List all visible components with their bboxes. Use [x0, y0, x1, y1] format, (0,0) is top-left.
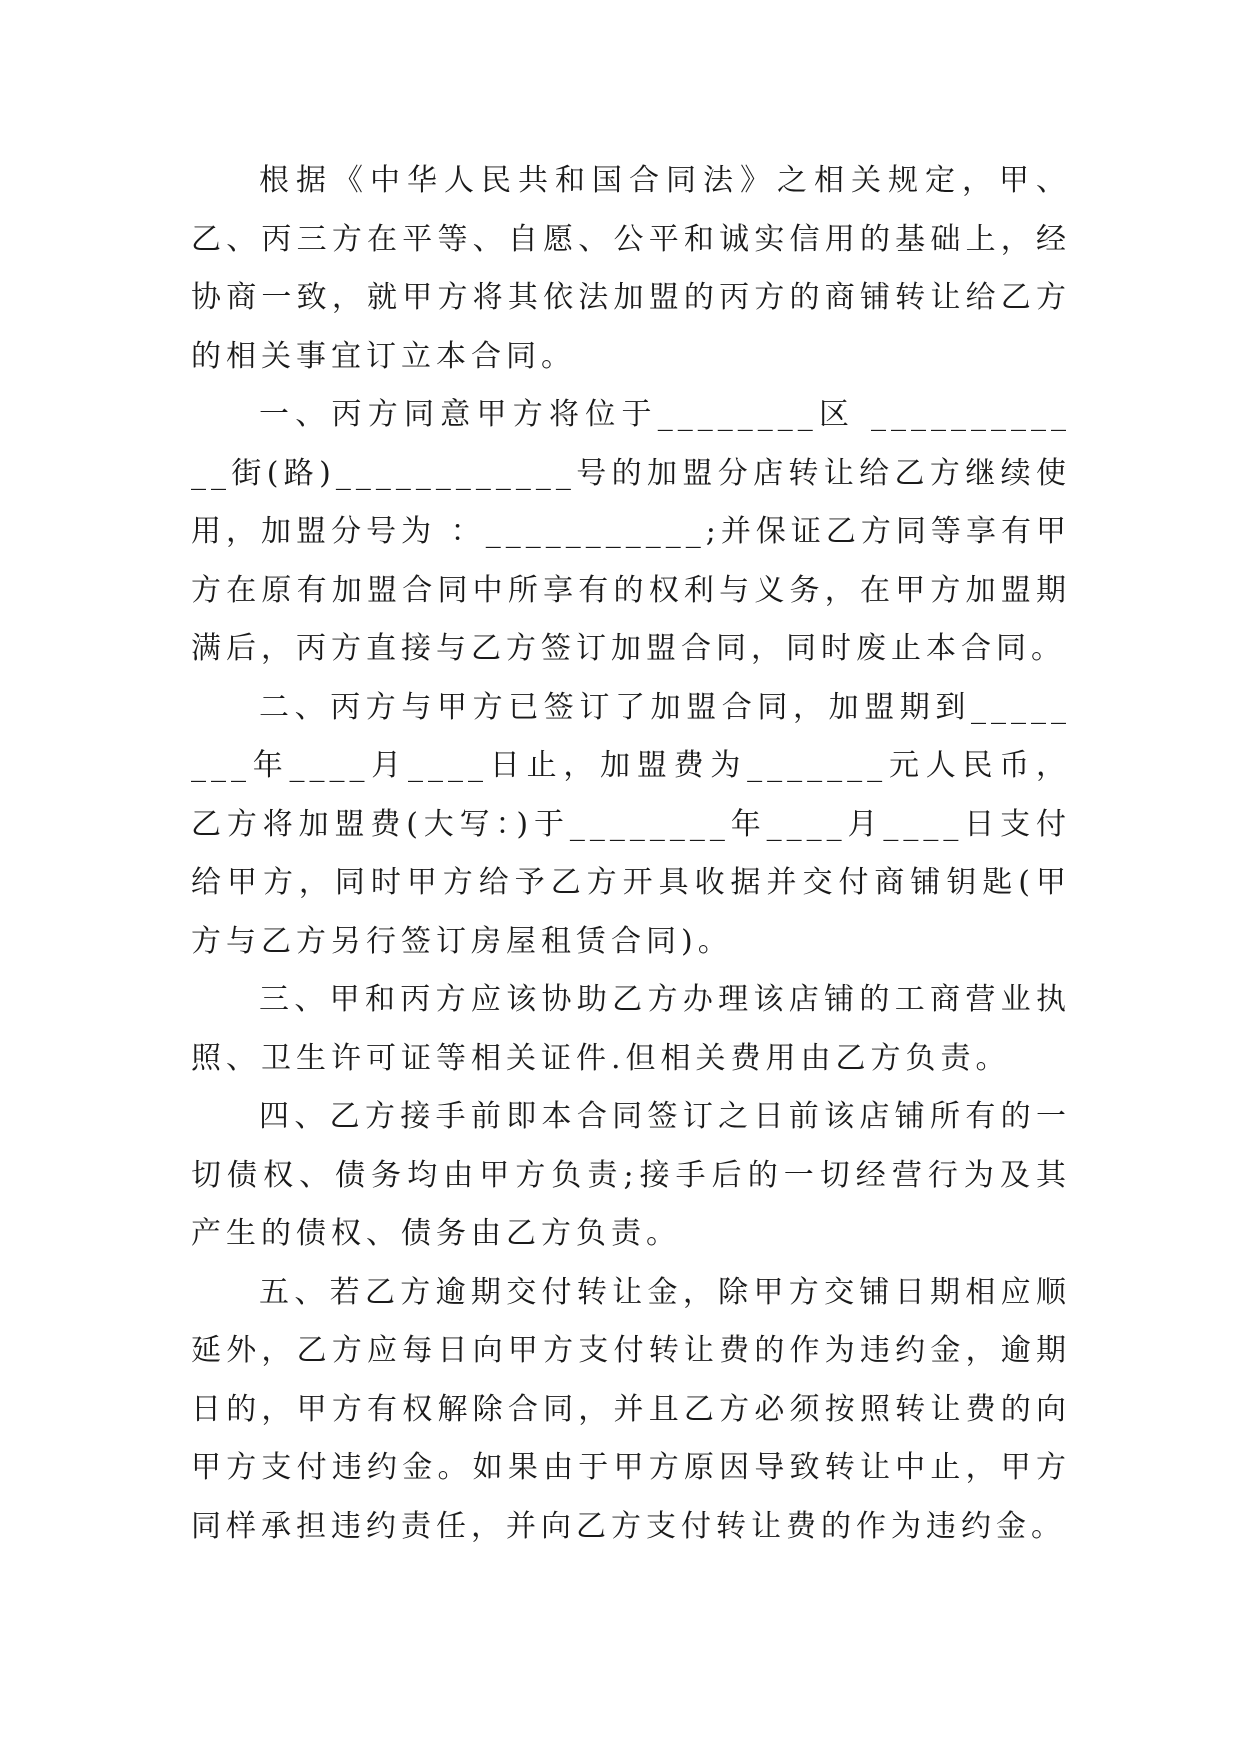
clause-4-paragraph: 四、乙方接手前即本合同签订之日前该店铺所有的一切债权、债务均由甲方负责;接手后的一切经营行为及其产生的债权、债务由乙方负责。 [191, 1099, 1071, 1251]
clause-1-paragraph: 一、丙方同意甲方将位于________区 ____________街(路)____________号的加盟分店转让给乙方继续使用，加盟分号为 ：___________;并保证乙方同等享有甲方在原有加盟合同中所享有的权利与义务，在甲方加盟期满后，丙方直接与乙方签订加盟合同，同时废止本合同。 [191, 397, 1071, 666]
clause-2-paragraph: 二、丙方与甲方已签订了加盟合同，加盟期到________年____月____日止，加盟费为_______元人民币，乙方将加盟费(大写：)于________年____月____日支付给甲方，同时甲方给予乙方开具收据并交付商铺钥匙(甲方与乙方另行签订房屋租赁合同)。 [191, 689, 1071, 959]
clause-5-paragraph: 五、若乙方逾期交付转让金，除甲方交铺日期相应顺延外，乙方应每日向甲方支付转让费的作为违约金，逾期日的，甲方有权解除合同，并且乙方必须按照转让费的向甲方支付违约金。如果由于甲方原因导致转让中止，甲方同样承担违约责任，并向乙方支付转让费的作为违约金。 [191, 1274, 1071, 1544]
intro-paragraph: 根据《中华人民共和国合同法》之相关规定，甲、乙、丙三方在平等、自愿、公平和诚实信用的基础上，经协商一致，就甲方将其依法加盟的丙方的商铺转让给乙方的相关事宜订立本合同。 [191, 163, 1071, 374]
clause-3-paragraph: 三、甲和丙方应该协助乙方办理该店铺的工商营业执照、卫生许可证等相关证件.但相关费用由乙方负责。 [191, 982, 1071, 1076]
contract-body [191, 152, 1071, 1556]
